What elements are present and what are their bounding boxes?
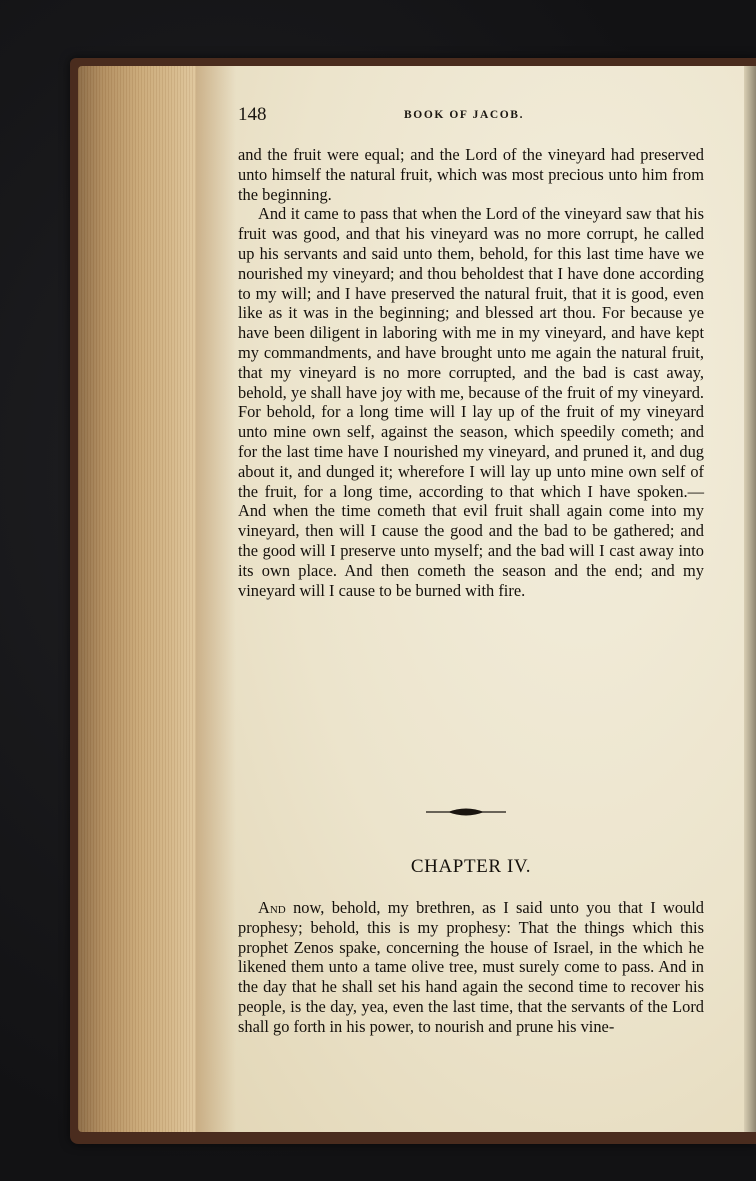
paragraph-text: now, behold, my brethren, as I said unto you that I would prophesy; behold, this is my prophesy: That the things which this prophet Zenos spake, concerning the house of Israel, in the which he likened them unto a tame olive tree, must surely come to pass. And in the day that he shall set his hand again the second time to recover his people, is the day, yea, even the last time, that the servants of the Lord shall go forth in his power, to nourish and prune his vine- [238, 898, 704, 1036]
text-block-top [238, 145, 704, 600]
page-number: 148 [238, 104, 267, 125]
running-head: BOOK OF JACOB. [404, 109, 525, 121]
paragraph: and the fruit were equal; and the Lord of the vineyard had preserved unto himself the natural fruit, which was most precious unto him from the beginning. [238, 145, 704, 204]
page-edge-stack [78, 66, 214, 1132]
paragraph [238, 898, 704, 1037]
opening-word: And [258, 898, 286, 917]
text-block-chapter [238, 898, 704, 1037]
ornamental-rule-icon [426, 806, 506, 818]
page-header [238, 104, 704, 128]
paragraph: And it came to pass that when the Lord of the vineyard saw that his fruit was good, and that his vineyard was no more corrupt, he called up his servants and said unto them, behold, for this last time have we nourished my vineyard; and thou beholdest that I have done according to my will; and I have preserved the natural fruit, that it is good, even like as it was in the beginning; and blessed art thou. For because ye have been diligent in laboring with me in my vineyard, and have kept my commandments, and have brought unto me again the natural fruit, that my vineyard is no more corrupted, and the bad is cast away, behold, ye shall have joy with me, because of the fruit of my vineyard. For behold, for a long time will I lay up of the fruit of my vineyard unto mine own self, against the season, which speedily cometh; and for the last time have I nourished my vineyard, and pruned it, and dug about it, and dunged it; wherefore I will lay up unto mine own self of the fruit, for a long time, according to that which I have spoken.— And when the time cometh that evil fruit shall again come into my vineyard, then will I cause the good and the bad to be gathered; and the good will I preserve unto myself; and the bad will I cast away into its own place. And then cometh the season and the end; and my vineyard will I cause to be burned with fire. [238, 204, 704, 600]
page-right-edge [744, 66, 756, 1132]
chapter-heading: CHAPTER IV. [410, 856, 532, 877]
